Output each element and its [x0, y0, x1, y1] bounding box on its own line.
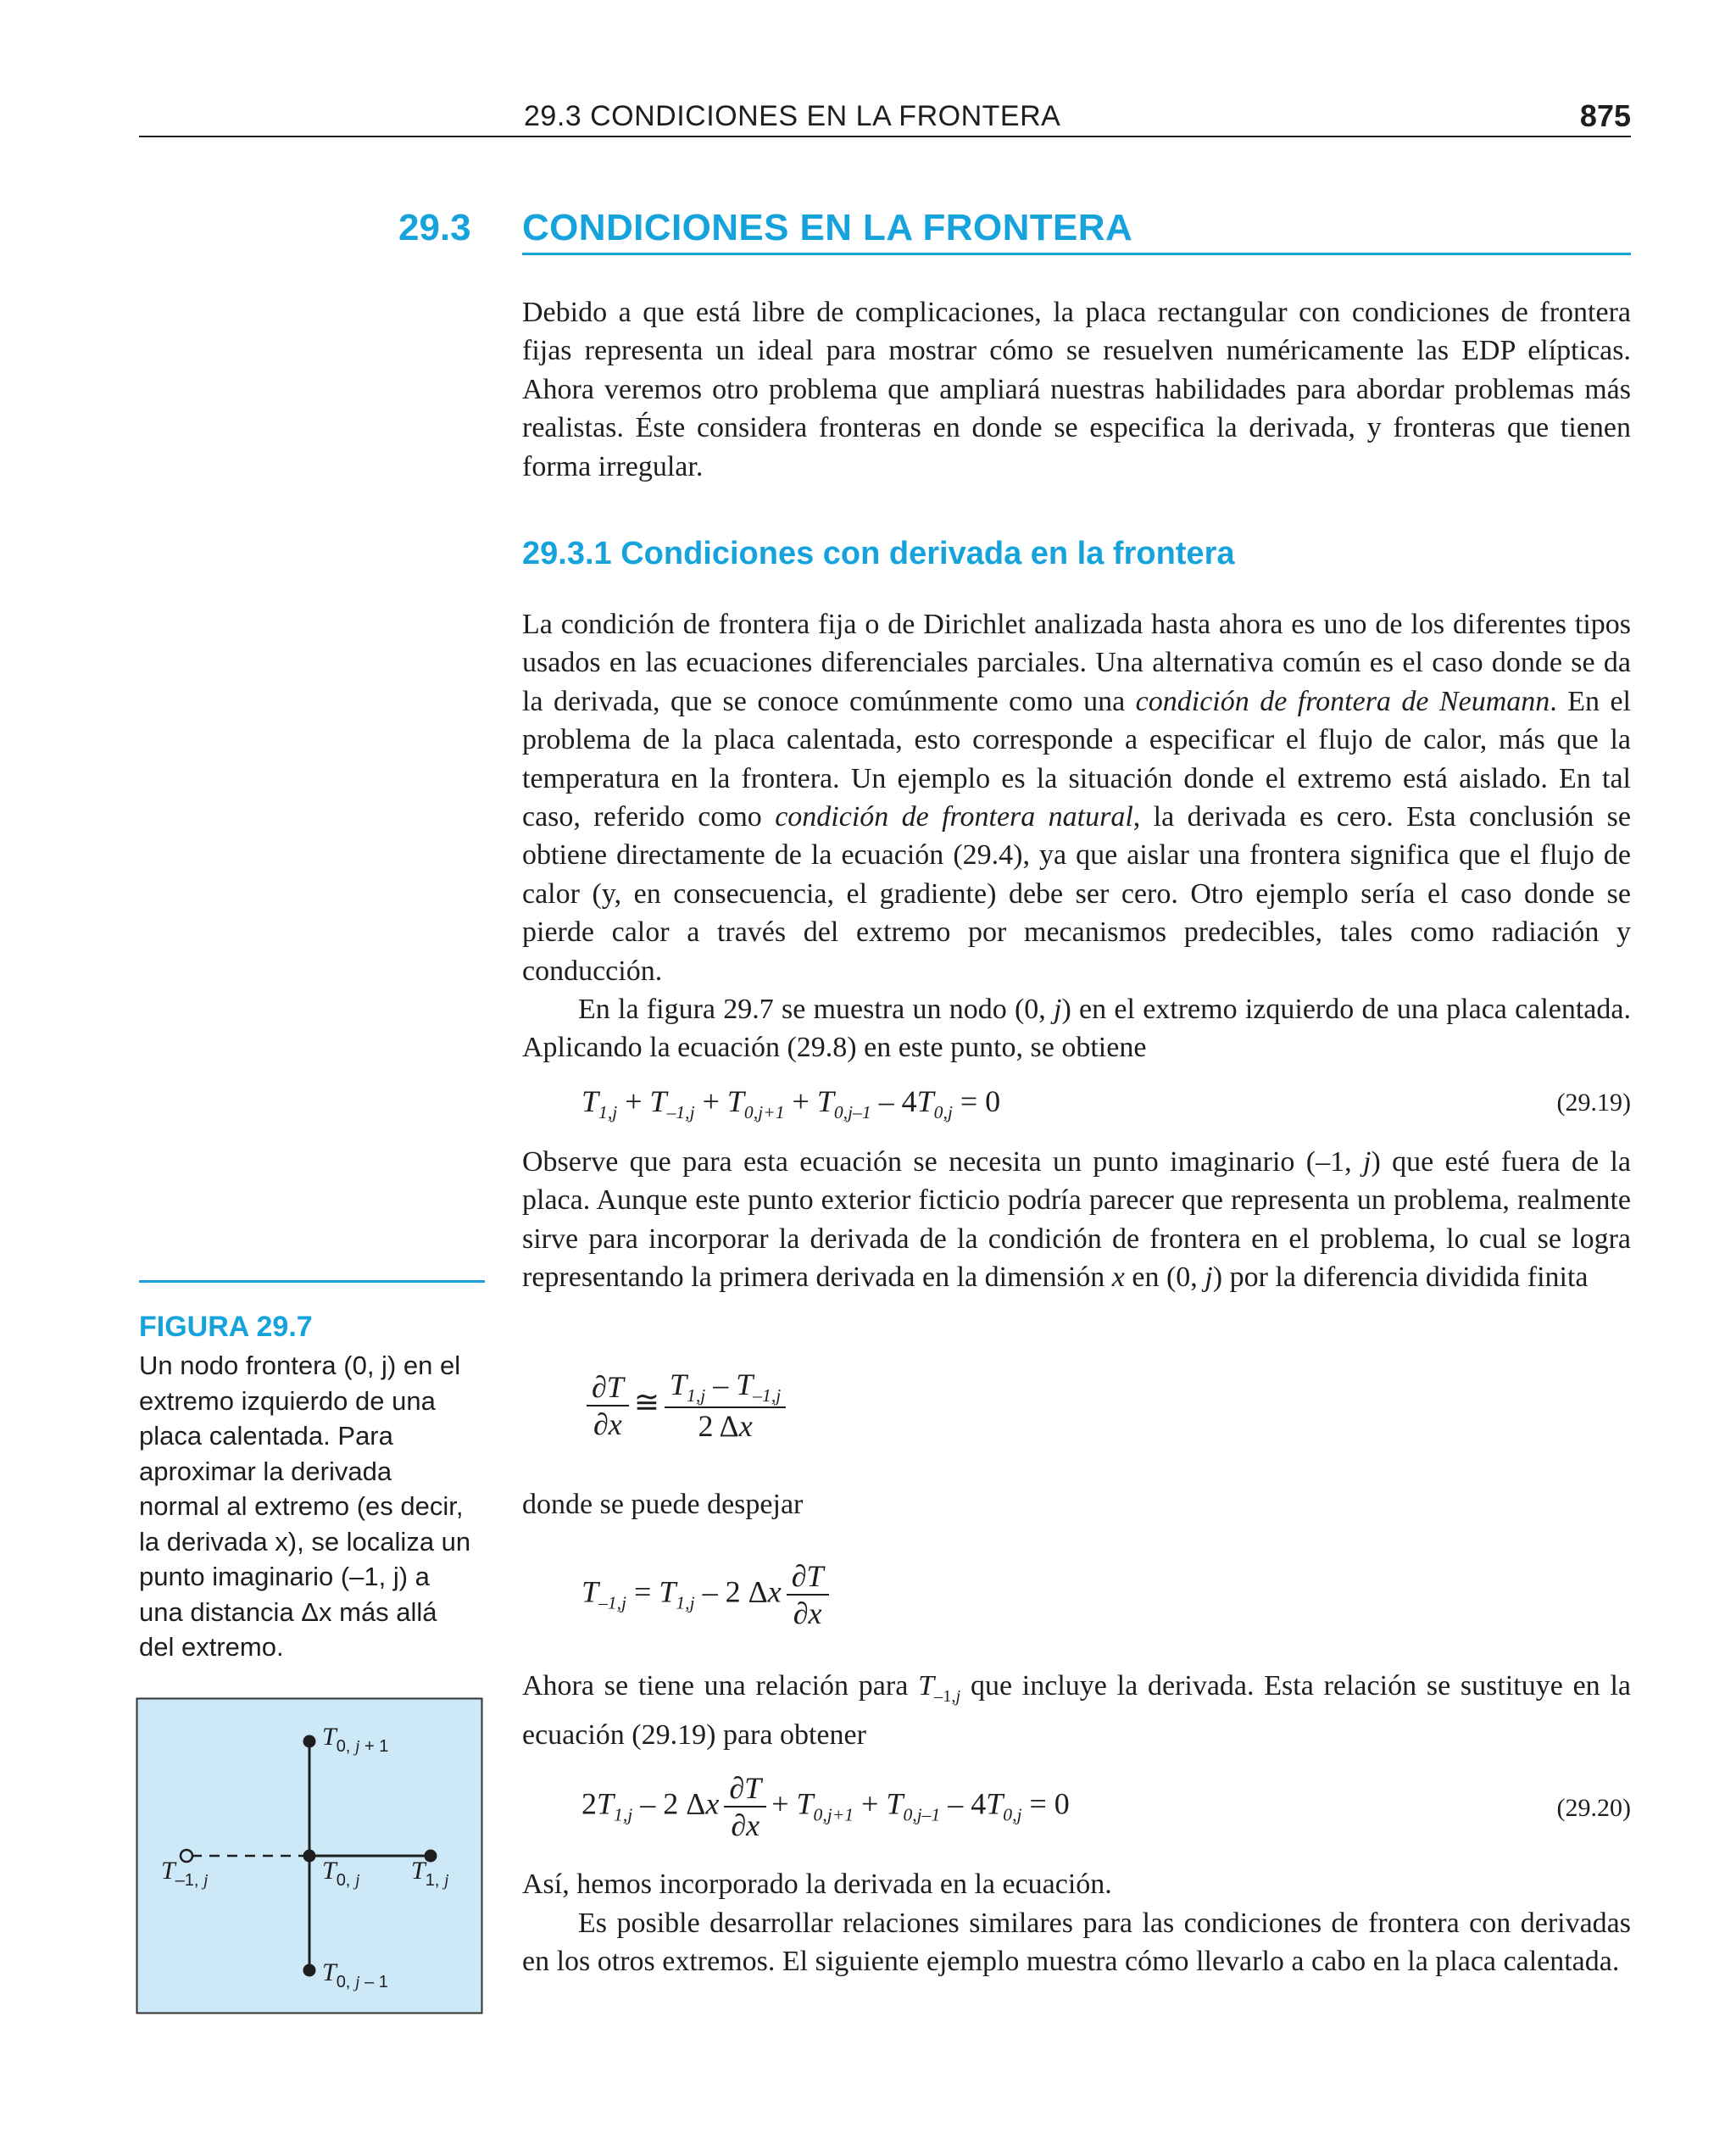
p3-text-c: en (0,	[1124, 1262, 1205, 1294]
p5-text-a: Ahora se tiene una relación para	[522, 1670, 919, 1702]
label-node-imaginary: $T_{-1,}$ j	[161, 1857, 209, 1890]
figure-label: FIGURA 29.7	[139, 1311, 313, 1343]
equation-29-20: $2T_{1,j} - 2$ Δx $\frac{\partial T}{\partial x}$ + $T_{0,j+1} + T_{0,j-1} - 4T_{0,j} = 0$	[581, 1771, 1070, 1842]
p2-var-j: j	[1054, 994, 1062, 1025]
section-rule	[522, 253, 1631, 255]
p3-text-a: Observe que para esta ecuación se necesita un punto imaginario (–1,	[522, 1146, 1363, 1178]
label-node-top: $T_{0,}$ j + 1	[322, 1723, 389, 1756]
subsection-title: 29.3.1 Condiciones con derivada en la frontera	[522, 536, 1235, 571]
p3-var-j2: j	[1205, 1262, 1213, 1294]
label-node-bottom: $T_{0,}$ j – 1	[322, 1958, 388, 1991]
label-node-right: $T_{1,}$ j	[411, 1857, 449, 1890]
figure-caption: Un nodo frontera (0, j) en el extremo izquierdo de una placa calentada. Para aproximar la derivada normal al extremo (es decir, la derivada x), se localiza un punto imaginario (–1, j) a una distancia Δx más allá del extremo.	[139, 1351, 471, 1662]
paragraph-neumann	[522, 605, 1631, 990]
p1-text-a: La condición de frontera fija o de Dirichlet analizada hasta ahora es uno de los diferentes tipos usados en las ecuaciones diferenciales parciales. Una alternativa común es el caso donde se da la derivada, que se conoce comúnmente como una	[522, 609, 1631, 717]
term-natural: condición de frontera natural	[775, 801, 1133, 833]
paragraph-imaginary-point	[522, 1143, 1631, 1297]
paragraph-incorporated: Así, hemos incorporado la derivada en la ecuación.	[522, 1869, 1112, 1900]
p1-text-e: , la derivada es cero. Esta conclusión se obtiene directamente de la ecuación (29.4), ya que aislar una frontera significa que el flujo de calor (y, en consecuencia, el gradiente) debe ser cero. Otro ejemplo sería el caso donde se pierde calor a través del extremo por mecanismos predecibles, tales como radiación y conducción.	[522, 801, 1631, 987]
p3-text-b: ) que esté fuera de la placa. Aunque este punto exterior ficticio podría parecer que representa un problema, realmente sirve para incorporar la derivada de la condición de frontera en el problema, lo cual se logra representando la primera derivada en la dimensión	[522, 1146, 1632, 1294]
section-number: 29.3	[398, 207, 471, 248]
paragraph-similar-relations: Es posible desarrollar relaciones similares para las condiciones de frontera con derivadas en los otros extremos. El siguiente ejemplo muestra cómo llevarlo a cabo en la placa calentada.	[522, 1908, 1631, 1978]
node-bottom	[303, 1964, 316, 1977]
node-diagram	[136, 1697, 483, 2014]
p2-text-a: En la figura 29.7 se muestra un nodo (0,	[578, 994, 1054, 1025]
p3-var-x: x	[1111, 1262, 1125, 1294]
page-number: 875	[1579, 98, 1631, 133]
caption-rule	[139, 1280, 485, 1283]
p2-text-b: ) en el extremo izquierdo de una placa calentada. Aplicando la ecuación (29.8) en este punto, se obtiene	[522, 994, 1631, 1064]
equation-finite-difference: $\frac{\partial T}{\partial x}$ ≅ $\frac{T_{1,j} - T_{-1,j}}{2 \Delta x}$	[581, 1367, 791, 1444]
intro-paragraph: Debido a que está libre de complicaciones, la placa rectangular con condiciones de frontera fijas representa un ideal para mostrar cómo se resuelven numéricamente las EDP elípticas. Ahora veremos otro problema que ampliará nuestras habilidades para abordar problemas más realistas. Éste considera fronteras en donde se especifica la derivada, y fronteras que tienen forma irregular.	[522, 297, 1631, 482]
section-title: CONDICIONES EN LA FRONTERA	[522, 207, 1133, 248]
p3-var-j: j	[1362, 1146, 1372, 1178]
figure-29-7	[136, 1697, 483, 2014]
term-neumann: condición de frontera de Neumann	[1135, 685, 1550, 717]
equation-number-29-19: (29.19)	[1556, 1089, 1631, 1117]
equation-number-29-20: (29.20)	[1556, 1794, 1631, 1822]
header-rule	[139, 136, 1631, 137]
paragraph-node	[522, 990, 1631, 1067]
paragraph-solve: donde se puede despejar	[522, 1489, 804, 1520]
node-imaginary	[181, 1850, 192, 1862]
p5-text-b: que incluye la derivada. Esta relación se sustituye en la ecuación (29.19) para obtener	[522, 1670, 1631, 1752]
node-top	[303, 1735, 316, 1748]
p1-text-c: . En el problema de la placa calentada, esto corresponde a especificar el flujo de calor, más que la temperatura en la frontera. Un ejemplo es la situación donde el extremo está aislado. En tal caso, referido como	[522, 685, 1631, 833]
running-header-title: 29.3 CONDICIONES EN LA FRONTERA	[524, 100, 1061, 132]
node-right	[425, 1850, 437, 1863]
label-node-center: $T_{0,}$ j	[322, 1857, 360, 1890]
equation-29-19: $T_{1,j} + T_{-1,j} + T_{0,j+1} + T_{0,j-1} - 4T_{0,j} = 0$	[581, 1084, 1001, 1123]
node-center	[303, 1850, 316, 1863]
equation-solved-t-minus-1: $T_{-1,j} = T_{1,j} - 2$ Δx $\frac{\partial T}{\partial x}$	[581, 1558, 834, 1631]
p3-text-d: ) por la diferencia dividida finita	[1212, 1262, 1589, 1294]
paragraph-relation: Ahora se tiene una relación para $T_{-1,j}$ que incluye la derivada. Esta relación se sustituye en la ecuación (29.19) para obtener	[522, 1670, 1631, 1752]
